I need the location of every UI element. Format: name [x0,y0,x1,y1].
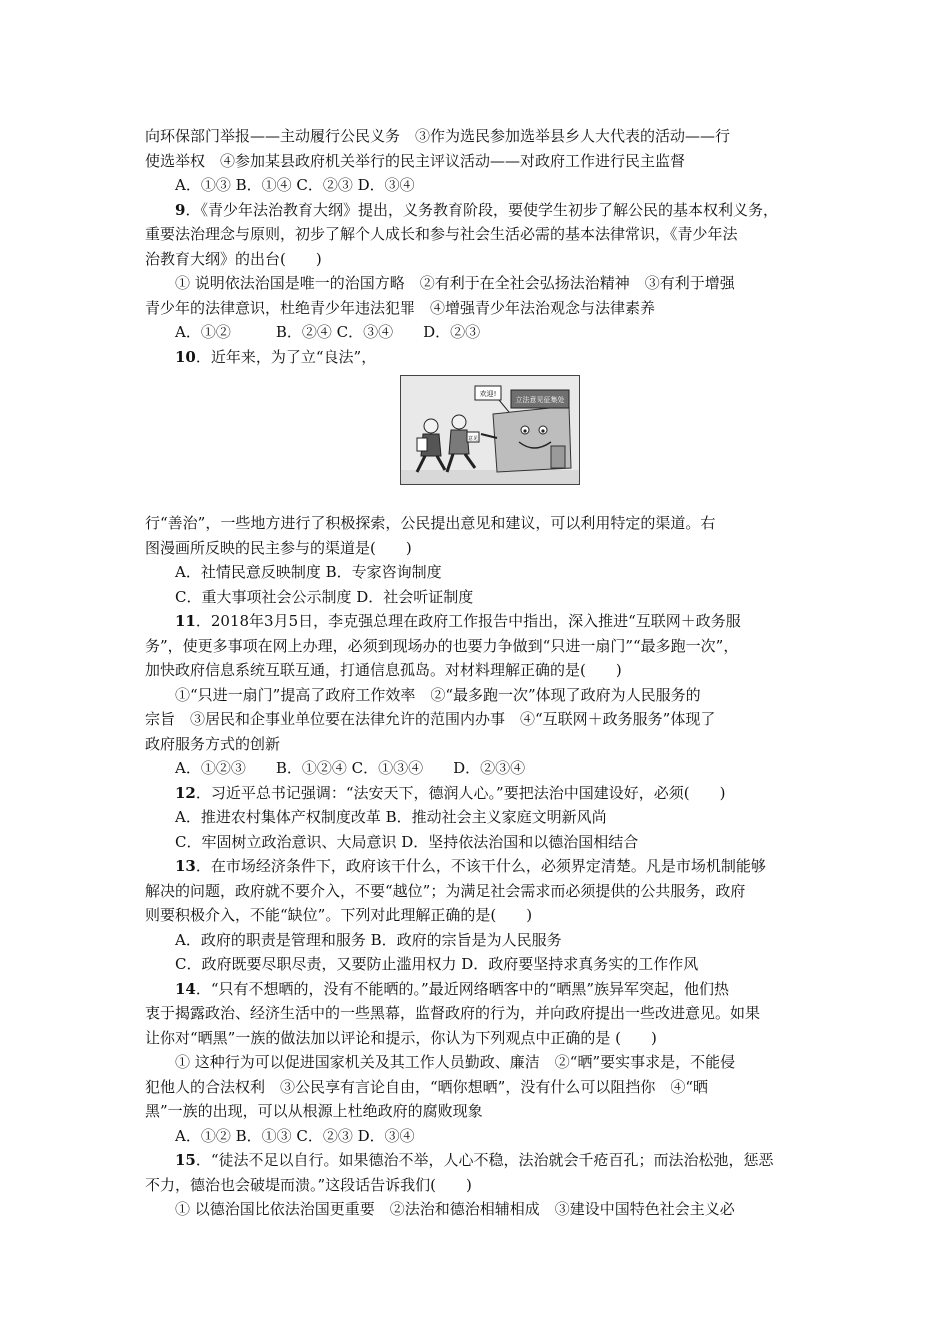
text-line: 衷于揭露政治、经济生活中的一些黑幕，监督政府的行为，并向政府提出一些改进意见。如果 [145,1004,761,1022]
building-sign: 立法意见征集处 [515,396,565,404]
question-11: 11．2018年3月5日，李克强总理在政府工作报告中指出，深入推进“互联网＋政务服 [175,612,741,630]
options-line: A．①②③ B．①②④ C．①③④ D．②③④ [175,759,526,777]
question-number: 9 [175,200,186,219]
question-number: 10 [175,347,196,366]
options-line: C．重大事项社会公示制度 D．社会听证制度 [175,587,474,606]
question-9: 9．《青少年法治教育大纲》提出，义务教育阶段，要使学生初步了解公民的基本权利义务， [175,200,778,219]
question-number: 15 [175,1151,196,1169]
options-line: A．政府的职责是管理和服务 B．政府的宗旨是为人民服务 [175,930,562,949]
text-line: 不力，德治也会破堤而溃。”这段话告诉我们( ) [145,1175,472,1194]
folder-text: 意见 [467,436,479,442]
text-line: ①“只进一扇门”提高了政府工作效率 ②“最多跑一次”体现了政府为人民服务的 [175,685,701,704]
text-line: ① 说明依法治国是唯一的治国方略 ②有利于在全社会弘扬法治精神 ③有利于增强 [175,274,735,292]
text-line: 解决的问题，政府就不要介入，不要“越位”；为满足社会需求而必须提供的公共服务，政府 [145,881,746,900]
text-line: 政府服务方式的创新 [145,734,281,753]
question-14: 14．“只有不想晒的，没有不能晒的。”最近网络晒客中的“晒黑”族异军突起，他们热 [175,979,730,998]
text-line: 使选举权 ④参加某县政府机关举行的民主评议活动——对政府工作进行民主监督 [145,151,686,170]
question-number: 11 [175,612,196,630]
text-line: 黑”一族的出现，可以从根源上杜绝政府的腐败现象 [145,1102,483,1120]
options-line: A．①② B．①③ C．②③ D．③④ [175,1126,415,1145]
question-number: 13 [175,857,196,875]
options-line: A．①③ B．①④ C．②③ D．③④ [175,176,415,194]
text-line: 行“善治”，一些地方进行了积极探索，公民提出意见和建议，可以利用特定的渠道。右 [145,514,716,532]
text-line: 犯他人的合法权利 ③公民享有言论自由，“晒你想晒”，没有什么可以阻挡你 ④“晒 [145,1077,709,1096]
text-line: 治教育大纲》的出台( ) [145,249,322,268]
question-10: 10．近年来，为了立“良法”， [175,347,377,366]
text-line: 宗旨 ③居民和企事业单位要在法律允许的范围内办事 ④“互联网＋政务服务”体现了 [145,710,716,728]
text-line: ① 这种行为可以促进国家机关及其工作人员勤政、廉洁 ②“晒”要实事求是，不能侵 [175,1053,736,1071]
text-line: 让你对“晒黑”一族的做法加以评论和提示，你认为下列观点中正确的是 ( ) [145,1028,657,1047]
text-line: 加快政府信息系统互联互通，打通信息孤岛。对材料理解正确的是( ) [145,661,622,679]
question-12: 12．习近平总书记强调：“法安天下，德润人心。”要把法治中国建设好，必须( ) [175,783,726,802]
text-line: ① 以德治国比依法治国更重要 ②法治和德治相辅相成 ③建设中国特色社会主义必 [175,1200,735,1218]
options-line: C．牢固树立政治意识、大局意识 D．坚持依法治国和以德治国相结合 [175,832,639,851]
cartoon-image [400,375,580,485]
question-number: 14 [175,979,196,998]
text-line: 向环保部门举报——主动履行公民义务 ③作为选民参加选举县乡人大代表的活动——行 [145,127,731,145]
options-line: A．推进农村集体产权制度改革 B．推动社会主义家庭文明新风尚 [175,808,607,826]
options-line: A．①② B．②④ C．③④ D．②③ [175,323,481,341]
text-line: 青少年的法律意识，杜绝青少年违法犯罪 ④增强青少年法治观念与法律素养 [145,298,656,317]
text-line: 图漫画所反映的民主参与的渠道是( ) [145,538,412,557]
text-line: 则要积极介入，不能“缺位”。下列对此理解正确的是( ) [145,906,533,924]
exam-page [145,124,817,1222]
text-line: 重要法治理念与原则，初步了解个人成长和参与社会生活必需的基本法律常识，《青少年法 [145,225,738,243]
question-number: 12 [175,783,196,802]
options-line: A．社情民意反映制度 B．专家咨询制度 [175,563,442,581]
question-13: 13．在市场经济条件下，政府该干什么，不该干什么，必须界定清楚。凡是市场机制能够 [175,857,766,875]
welcome-sign-text: 欢迎! [479,390,497,398]
options-line: C．政府既要尽职尽责，又要防止滥用权力 D．政府要坚持求真务实的工作作风 [175,955,699,973]
text-line: 务”，使更多事项在网上办理，必须到现场办的也要力争做到“只进一扇门”“最多跑一次”， [145,636,739,655]
question-15: 15．“徒法不足以自行。如果德治不举，人心不稳，法治就会千疮百孔；而法治松弛，惩恶 [175,1151,774,1169]
